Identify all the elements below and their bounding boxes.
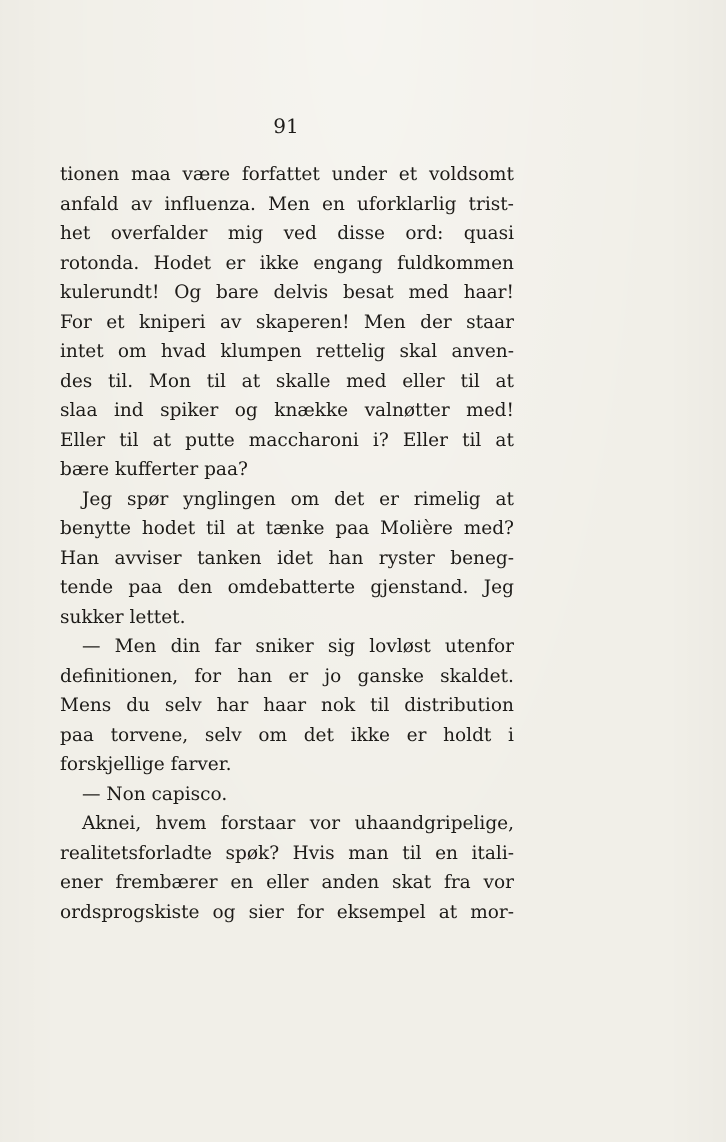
text-line: des til. Mon til at skalle med eller til at	[60, 370, 514, 392]
text-line: — Non capisco.	[82, 783, 228, 805]
text-line: forskjellige farver.	[60, 754, 232, 775]
text-line: Jeg spør ynglingen om det er rimelig at	[82, 488, 514, 510]
text-line: realitetsforladte spøk? Hvis man til en itali-	[60, 842, 514, 864]
text-line: anfald av influenza. Men en uforklarlig trist-	[60, 193, 514, 215]
text-line: tionen maa være forfattet under et voldsomt	[60, 164, 514, 185]
text-line: definitionen, for han er jo ganske skaldet.	[60, 665, 514, 687]
text-line: — Men din far sniker sig lovløst utenfor	[82, 636, 514, 657]
text-line: kulerundt! Og bare delvis besat med haar!	[60, 282, 514, 303]
text-line: bære kufferter paa?	[60, 459, 248, 480]
text-line: rotonda. Hodet er ikke engang fuldkommen	[60, 252, 514, 274]
text-line: intet om hvad klumpen rettelig skal anven-	[60, 341, 514, 362]
text-line: Han avviser tanken idet han ryster beneg-	[60, 547, 514, 569]
text-line: Aknei, hvem forstaar vor uhaandgripelige,	[82, 813, 514, 834]
text-line: Mens du selv har haar nok til distribution	[60, 695, 514, 716]
text-line: sukker lettet.	[60, 606, 186, 628]
text-line: het overfalder mig ved disse ord: quasi	[60, 223, 514, 244]
page-number: 91	[273, 114, 299, 138]
text-line: ener frembærer en eller anden skat fra vor	[60, 872, 514, 893]
text-line: tende paa den omdebatterte gjenstand. Jeg	[60, 577, 514, 598]
text-line: benytte hodet til at tænke paa Molière med?	[60, 518, 514, 539]
text-line: For et kniperi av skaperen! Men der staar	[60, 311, 514, 333]
text-line: Eller til at putte maccharoni i? Eller til at	[60, 429, 514, 451]
body-text	[60, 160, 514, 927]
text-line: ordsprogskiste og sier for eksempel at mor-	[60, 901, 514, 923]
text-line: slaa ind spiker og knække valnøtter med!	[60, 400, 514, 421]
text-line: paa torvene, selv om det ikke er holdt i	[60, 724, 514, 746]
